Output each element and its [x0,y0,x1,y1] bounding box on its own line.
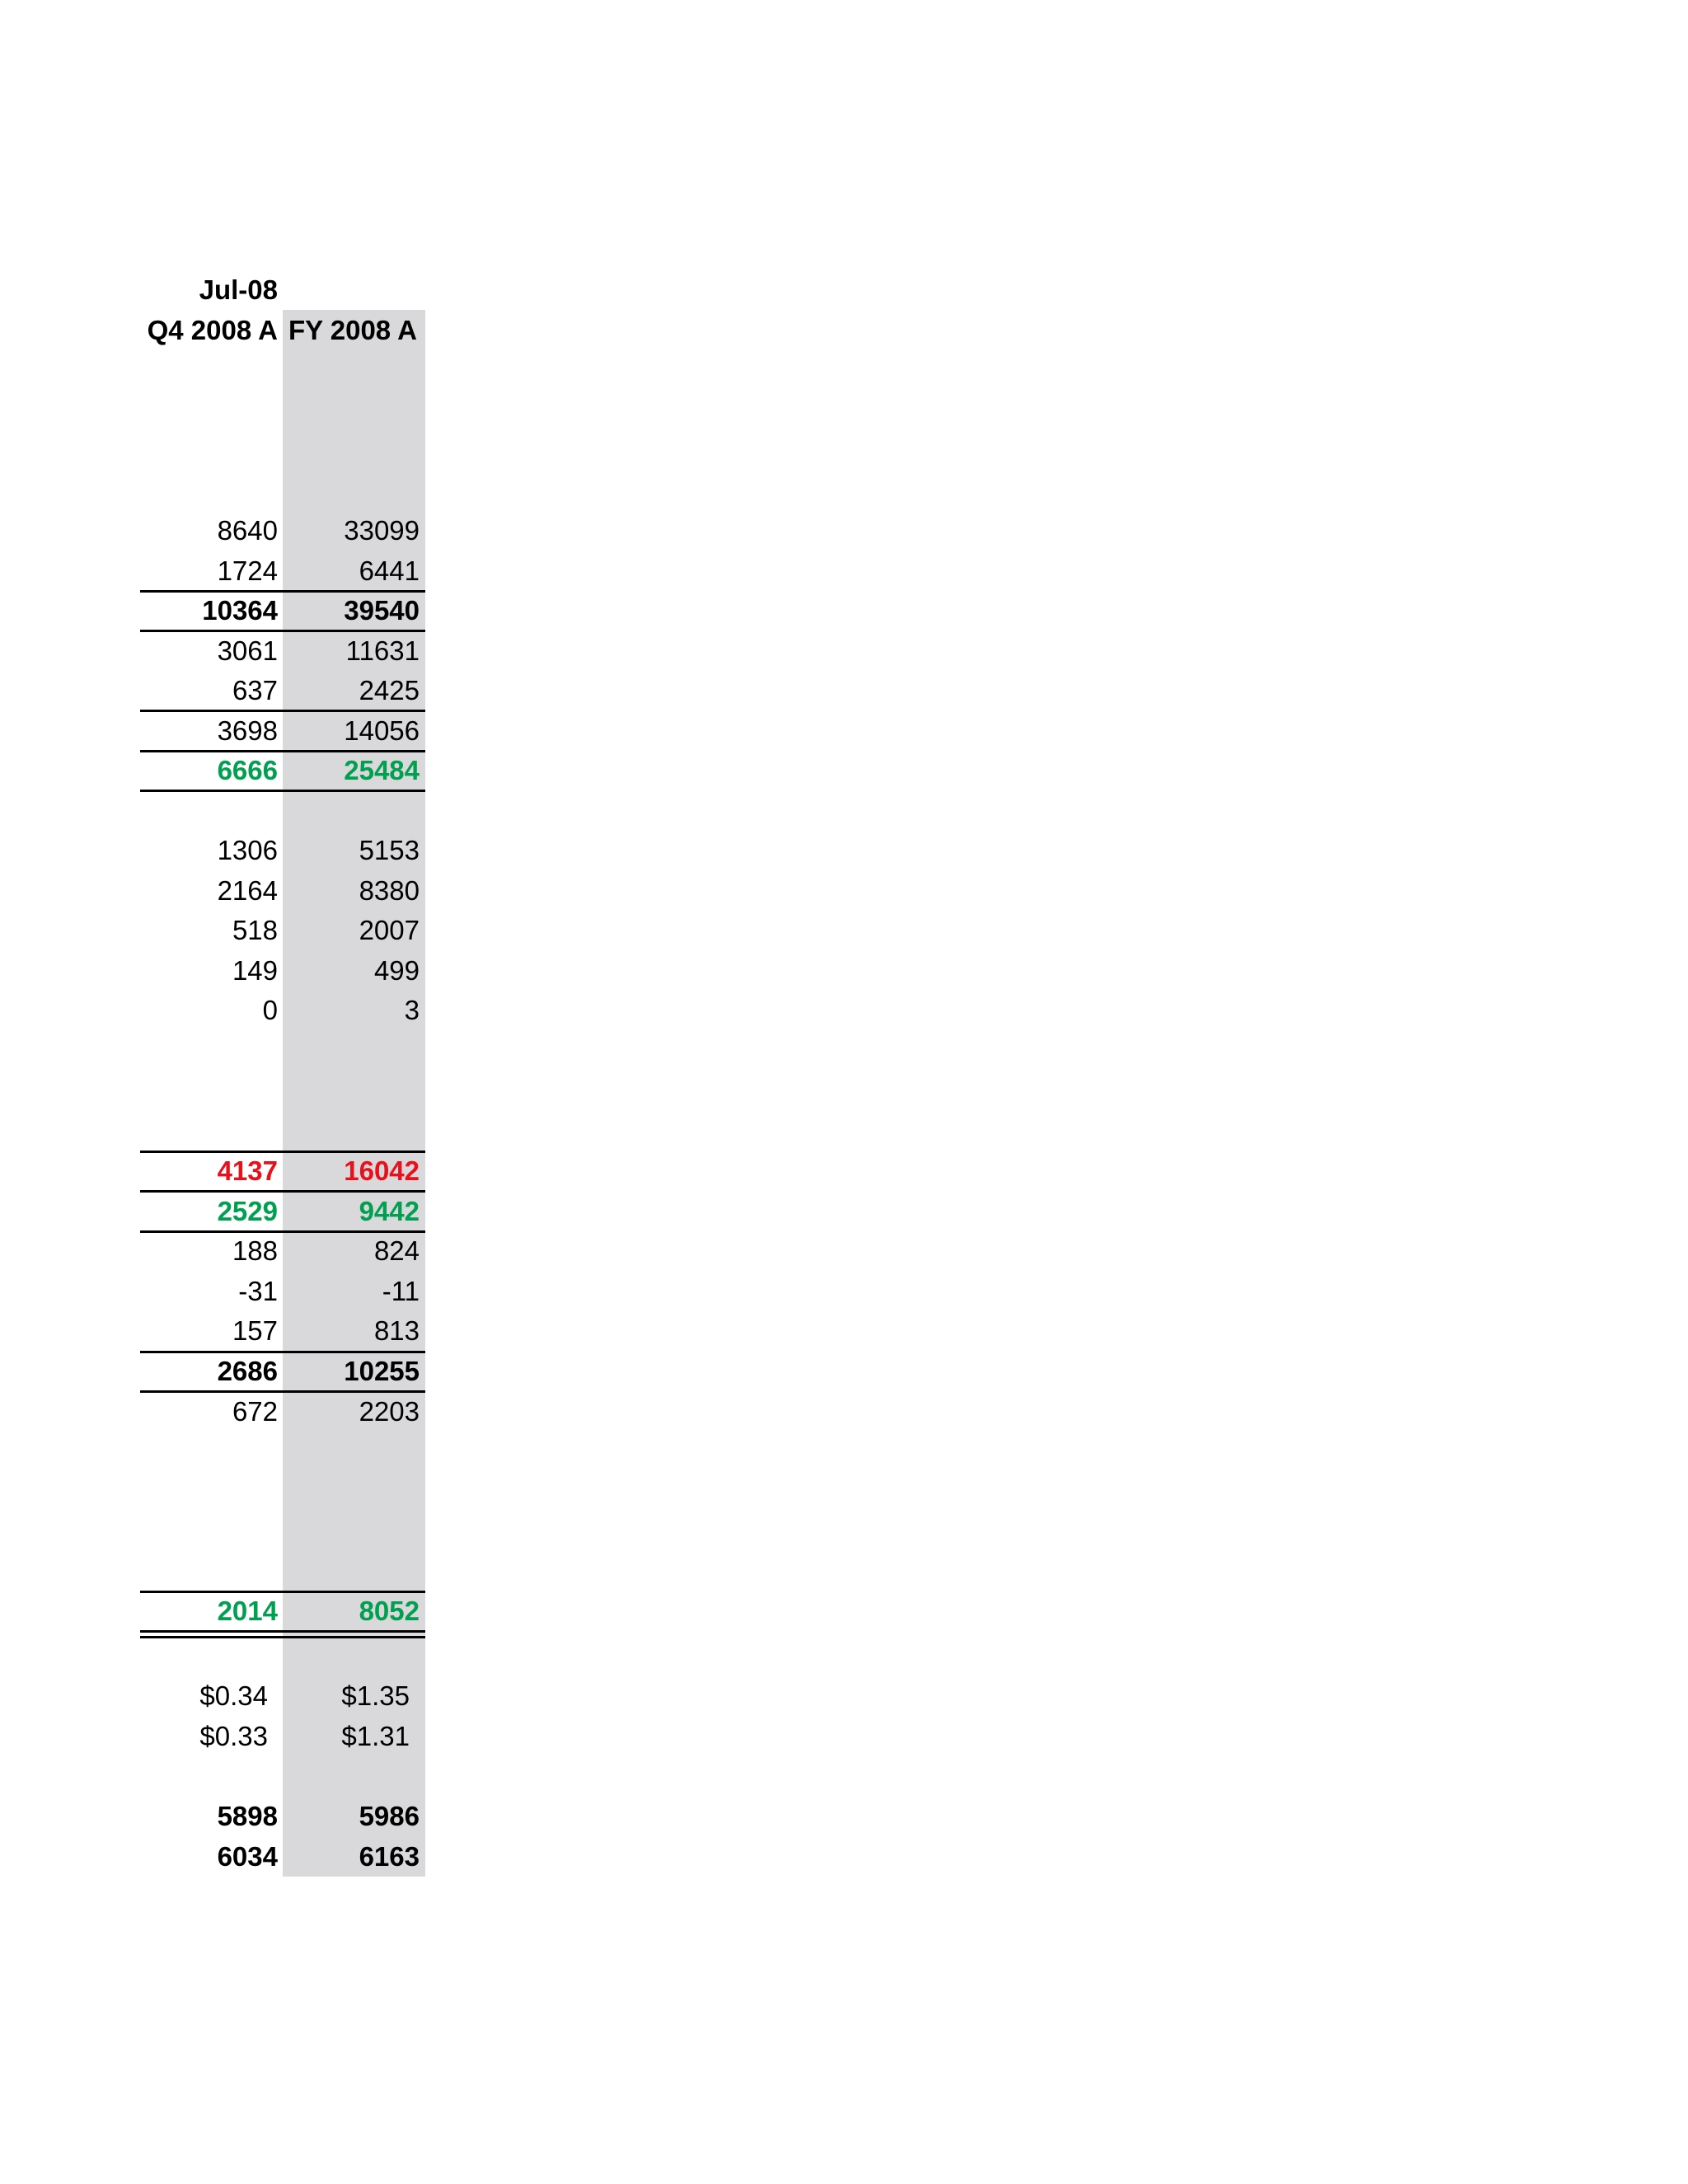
row-22-fy: $1.31 [341,1721,410,1751]
header-q4-2008: Q4 2008 A [147,315,278,345]
row-11-q4: 149 [232,955,278,986]
rule [140,790,425,792]
row-23-fy: 5986 [359,1801,420,1831]
row-16-q4: -31 [238,1276,278,1306]
row-10-fy: 2007 [359,915,420,945]
row-13-q4: 4137 [217,1155,278,1186]
row-10-q4: 518 [232,915,278,945]
row-17-fy: 813 [373,1315,420,1346]
row-19-fy: 2203 [359,1396,420,1427]
row-18-q4: 2686 [217,1356,278,1386]
row-6-fy: 14056 [344,715,420,746]
row-9-q4: 2164 [217,875,278,906]
row-8-q4: 1306 [217,835,278,865]
row-4-q4: 3061 [217,635,278,666]
row-5-q4: 637 [232,675,278,705]
row-14-fy: 9442 [359,1196,420,1226]
double-rule-top [140,1630,425,1633]
row-14-q4: 2529 [217,1196,278,1226]
row-12-q4: 0 [262,995,278,1025]
row-13-fy: 16042 [344,1155,420,1186]
row-15-q4: 188 [232,1235,278,1266]
row-5-fy: 2425 [359,675,420,705]
double-rule-bottom [140,1636,425,1638]
row-4-fy: 11631 [345,635,420,666]
row-7-q4: 6666 [217,755,278,785]
row-23-q4: 5898 [217,1801,278,1831]
header-date: Jul-08 [199,274,278,305]
row-3-fy: 39540 [344,595,420,626]
row-9-fy: 8380 [359,875,420,906]
row-21-fy: $1.35 [341,1680,410,1711]
row-20-fy: 8052 [359,1596,420,1626]
row-2-fy: 6441 [359,555,420,586]
row-7-fy: 25484 [344,755,420,785]
row-12-fy: 3 [404,995,420,1025]
row-24-fy: 6163 [359,1841,420,1872]
row-21-q4: $0.34 [199,1680,268,1711]
row-16-fy: -11 [382,1276,420,1306]
row-18-fy: 10255 [344,1356,420,1386]
row-8-fy: 5153 [359,835,420,865]
row-1-q4: 8640 [217,515,278,546]
header-fy-2008: FY 2008 A [288,315,417,345]
row-6-q4: 3698 [217,715,278,746]
row-1-fy: 33099 [344,515,420,546]
row-15-fy: 824 [373,1235,420,1266]
row-17-q4: 157 [232,1315,278,1346]
row-2-q4: 1724 [217,555,278,586]
row-3-q4: 10364 [202,595,278,626]
row-11-fy: 499 [373,955,420,986]
row-24-q4: 6034 [217,1841,278,1872]
row-22-q4: $0.33 [199,1721,268,1751]
row-19-q4: 672 [232,1396,278,1427]
row-20-q4: 2014 [217,1596,278,1626]
